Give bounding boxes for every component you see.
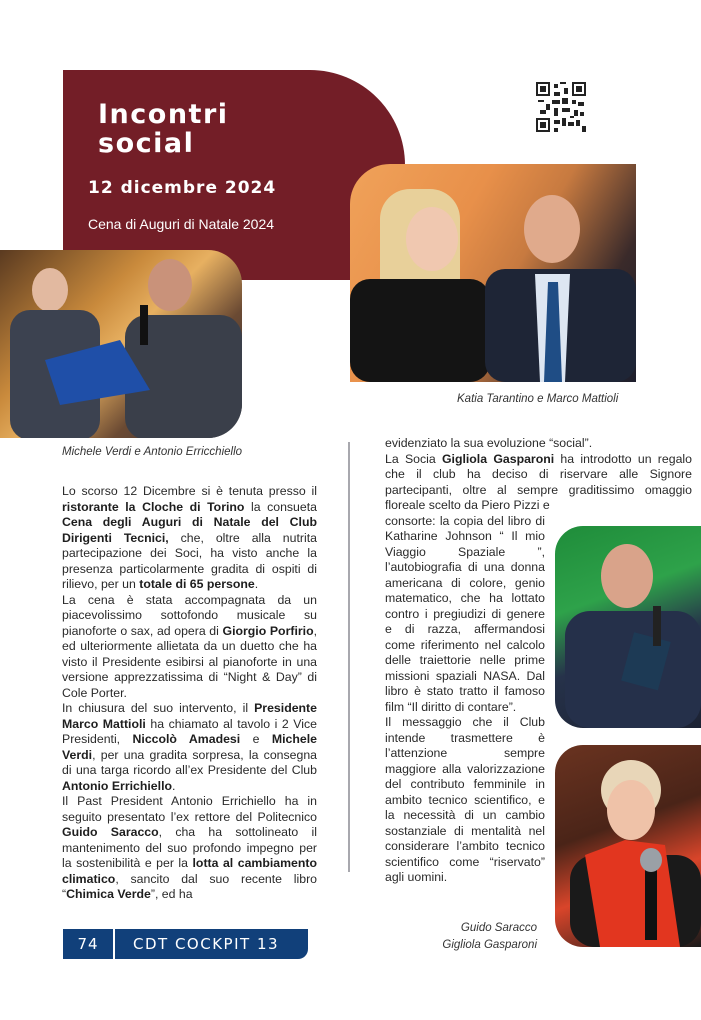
event-date: 12 dicembre 2024: [88, 178, 277, 198]
caption-photo1: Michele Verdi e Antonio Erricchiello: [62, 446, 243, 458]
article-paragraph: [62, 484, 317, 593]
photo-figures: [555, 526, 701, 728]
text-run: La Socia: [385, 451, 442, 466]
text-run: ”, ed ha: [150, 887, 193, 901]
bold-text: ristorante la Cloche di Torino: [62, 499, 245, 514]
article-paragraph: [385, 452, 692, 514]
text-run: In chiusura del suo intervento, il: [62, 701, 255, 715]
photo-figures: [0, 250, 242, 438]
text-run: la consueta: [244, 499, 317, 514]
bold-text: totale di 65 persone: [139, 577, 255, 591]
photo-verdi-errichiello: [0, 250, 242, 438]
article-paragraph: [385, 436, 692, 452]
article-paragraph: [62, 701, 317, 794]
article-paragraph: [62, 794, 317, 903]
event-subtitle: Cena di Auguri di Natale 2024: [88, 216, 275, 232]
text-run: che, oltre alla nutrita partecipazione dei Soci, ha visto anche la presenza particolarmente gradita di ospiti di rilievo, per un: [62, 530, 317, 591]
title-line-1: Incontri: [98, 99, 229, 130]
text-run: Il Past President Antonio Errichiello ha in seguito presentato l’ex rettore del Politecnico: [62, 794, 317, 824]
photo-saracco: [555, 526, 701, 728]
text-run: , ed ulteriormente allietata da un duetto che ha visto il Presidente esibirsi al pianoforte in una versione apprezzatissima di “Night & Day” di Cole Porter.: [62, 623, 317, 700]
bold-text: Michele Verdi: [62, 732, 317, 762]
bold-text: Gigliola Gasparoni: [441, 451, 555, 466]
bold-text: Niccolò Amadesi: [132, 732, 241, 746]
bold-text: Guido Saracco: [62, 825, 159, 839]
text-run: ha chiamato al tavolo i 2 Vice Presidenti,: [62, 716, 317, 746]
photo-figures: [350, 164, 636, 382]
text-run: Il messaggio che il Club intende trasmettere è l’attenzione sempre maggiore alla valorizzazione del contributo femminile in ambito tecnico scientifico, e la necessità di un cambio sostanziale di mentalità nel considerare l’ambito tecnico scientifico come “riservato” agli uomini.: [385, 715, 545, 884]
article-left-column: [62, 484, 317, 903]
text-run: Lo scorso 12 Dicembre si è tenuta presso il: [62, 484, 317, 498]
bold-text: Chimica Verde: [66, 887, 151, 901]
article-right-narrow: [385, 514, 545, 886]
photo-gasparoni: [555, 745, 701, 947]
text-run: evidenziato la sua evoluzione “social”.: [385, 436, 593, 450]
article-right-wide: [385, 436, 692, 514]
text-run: ha introdotto un regalo che il club ha deciso di riservare alle Signore partecipanti, oltre al sempre graditissimo omaggio floreale scelto da Piero Pizzi e: [385, 451, 692, 512]
text-run: , sancito dal suo recente libro “: [62, 871, 317, 901]
caption-photo2: Katia Tarantino e Marco Mattioli: [457, 393, 619, 405]
text-run: La cena è stata accompagnata da un piacevolissimo sottofondo musicale su pianoforte o sax, ad opera di: [62, 592, 317, 638]
article-paragraph: [385, 715, 545, 886]
page-number: 74: [63, 929, 113, 959]
text-run: , cha ha sottolineato il mantenimento del suo profondo impegno per la sostenibilità e per la: [62, 825, 317, 870]
photo-tarantino-mattioli: [350, 164, 636, 382]
column-divider: [348, 442, 350, 872]
photo-figures: [555, 745, 701, 947]
article-paragraph: [385, 514, 545, 716]
title-line-2: social: [98, 128, 195, 159]
text-run: , per una gradita sorpresa, la consegna di una targa ricordo all’ex Presidente del Club: [62, 747, 317, 777]
page-footer: [63, 929, 308, 959]
caption-photos-right: [437, 920, 537, 954]
bold-text: Giorgio Porfirio: [222, 623, 314, 638]
text-run: .: [254, 577, 259, 591]
bold-text: Cena degli Auguri di Natale del Club Dirigenti Tecnici,: [62, 515, 317, 545]
text-run: consorte: la copia del libro di Katharine Johnson “ Il mio Viaggio Spaziale ”, l’autobiografia di una donna americana di colore, genio matematico, che ha lottato contro i pregiudizi di genere e di razza, affermandosi come riferimento nel calcolo delle traiettorie nelle prime missioni spaziali NASA. Dal libro è stato tratto il famoso film “Il diritto di contare”.: [385, 513, 545, 714]
article-paragraph: [62, 593, 317, 702]
text-run: e: [240, 732, 272, 746]
text-run: .: [172, 778, 176, 793]
caption-photo4: Gigliola Gasparoni: [442, 939, 537, 951]
bold-text: lotta al cambiamento climatico: [62, 856, 317, 886]
magazine-title: CDT COCKPIT 13: [115, 929, 308, 959]
caption-photo3: Guido Saracco: [460, 922, 537, 934]
qr-code-icon[interactable]: [536, 82, 586, 132]
bold-text: Presidente Marco Mattioli: [62, 701, 317, 731]
bold-text: Antonio Errichiello: [62, 778, 172, 793]
section-title: [98, 100, 229, 158]
